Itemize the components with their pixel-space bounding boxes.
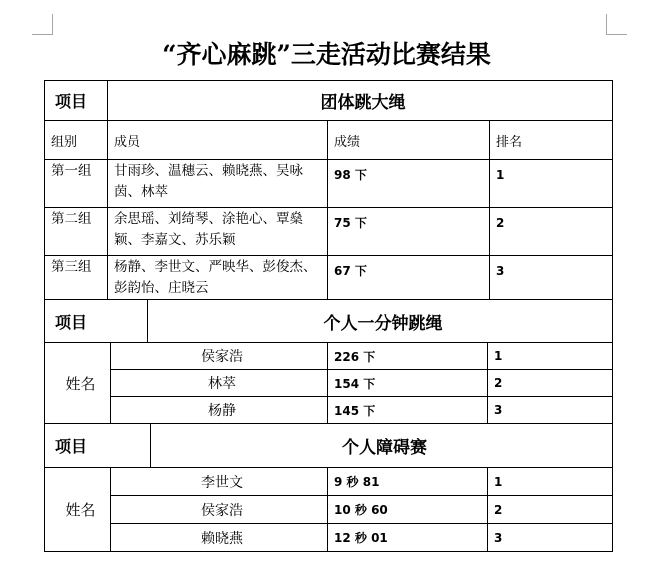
score-cell: 67 下: [328, 256, 490, 300]
column-header-group: 组别: [45, 121, 108, 160]
item-label: 项目: [45, 300, 148, 343]
event-name-team-rope: 团体跳大绳: [108, 81, 613, 121]
table-row: [45, 256, 613, 300]
name-cell: 林萃: [111, 370, 328, 397]
individual-rope-table: [44, 299, 613, 424]
rank-cell: 2: [488, 496, 613, 524]
members-cell: 杨静、李世文、严映华、彭俊杰、彭韵怡、庄晓云: [108, 256, 328, 300]
rank-cell: 1: [490, 160, 613, 208]
table-row: [45, 370, 613, 397]
score-cell: 75 下: [328, 208, 490, 256]
table-row: [45, 160, 613, 208]
name-cell: 侯家浩: [111, 343, 328, 370]
rank-cell: 1: [488, 468, 613, 496]
group-cell: 第二组: [45, 208, 108, 256]
crop-mark-top-right: [606, 14, 627, 35]
crop-mark-top-left: [32, 14, 53, 35]
rank-cell: 3: [490, 256, 613, 300]
score-cell: 145 下: [328, 397, 488, 424]
name-cell: 李世文: [111, 468, 328, 496]
name-label: 姓名: [45, 343, 111, 424]
rank-cell: 2: [490, 208, 613, 256]
name-cell: 杨静: [111, 397, 328, 424]
column-header-score: 成绩: [328, 121, 490, 160]
name-cell: 侯家浩: [111, 496, 328, 524]
members-cell: 甘雨珍、温穗云、赖晓燕、吴咏茵、林萃: [108, 160, 328, 208]
team-rope-table: [44, 80, 613, 300]
rank-cell: 2: [488, 370, 613, 397]
rank-cell: 3: [488, 524, 613, 552]
column-header-rank: 排名: [490, 121, 613, 160]
members-cell: 余思瑶、刘绮琴、涂艳心、覃燊颖、李嘉文、苏乐颖: [108, 208, 328, 256]
score-cell: 12 秒 01: [328, 524, 488, 552]
name-label: 姓名: [45, 468, 111, 552]
table-row: [45, 496, 613, 524]
name-cell: 赖晓燕: [111, 524, 328, 552]
obstacle-race-table: [44, 423, 613, 552]
table-row: [45, 468, 613, 496]
event-name-individual-rope: 个人一分钟跳绳: [148, 300, 613, 343]
score-cell: 9 秒 81: [328, 468, 488, 496]
document-title: “齐心麻跳”三走活动比赛结果: [162, 40, 491, 69]
score-cell: 98 下: [328, 160, 490, 208]
rank-cell: 1: [488, 343, 613, 370]
score-cell: 154 下: [328, 370, 488, 397]
group-cell: 第一组: [45, 160, 108, 208]
column-header-members: 成员: [108, 121, 328, 160]
rank-cell: 3: [488, 397, 613, 424]
table-row: [45, 343, 613, 370]
score-cell: 10 秒 60: [328, 496, 488, 524]
score-cell: 226 下: [328, 343, 488, 370]
table-row: [45, 524, 613, 552]
event-name-obstacle-race: 个人障碍赛: [151, 424, 613, 468]
item-label: 项目: [45, 81, 108, 121]
item-label: 项目: [45, 424, 151, 468]
table-row: [45, 397, 613, 424]
group-cell: 第三组: [45, 256, 108, 300]
table-row: [45, 208, 613, 256]
